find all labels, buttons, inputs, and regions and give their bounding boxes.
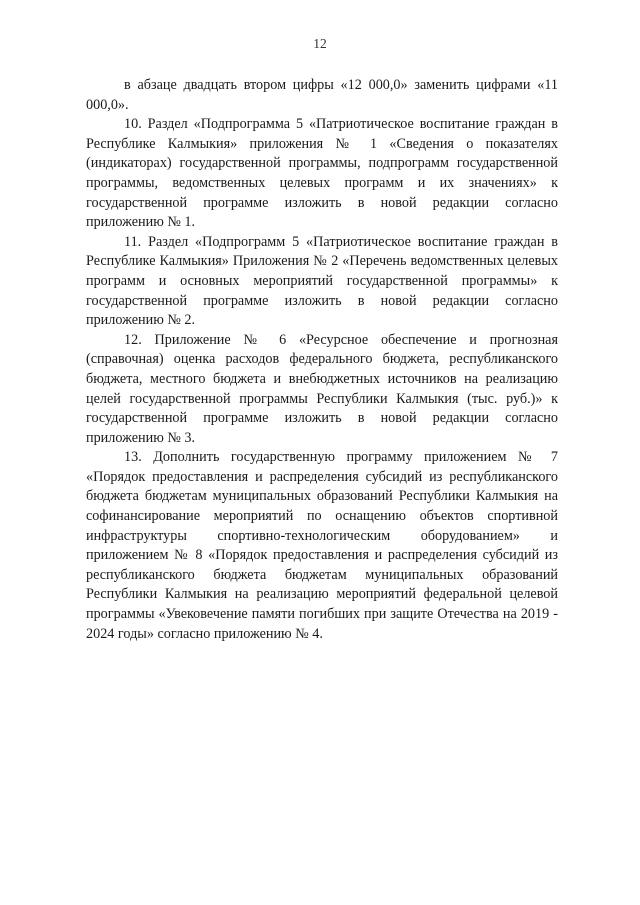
paragraph-item-13: 13. Дополнить государственную программу приложением № 7 «Порядок предоставления и распределения субсидий из республиканского бюджета бюджетам муниципальных образований Республики Калмыкия на софинансирование мероприятий по оснащению объектов спортивной инфраструктуры спортивно-технологическим оборудованием» и приложением № 8 «Порядок предоставления и распределения субсидий из республиканского бюджета бюджетам муниципальных образований Республики Калмыкия на реализацию мероприятий федеральной целевой программы «Увековечение памяти погибших при защите Отечества на 2019 - 2024 годы» согласно приложению № 4. <box>86 449 558 642</box>
paragraph-amendment-figures: в абзаце двадцать втором цифры «12 000,0» заменить цифрами «11 000,0». <box>86 77 558 113</box>
page-number: 12 <box>313 36 327 51</box>
paragraph-item-10: 10. Раздел «Подпрограмма 5 «Патриотическое воспитание граждан в Республике Калмыкия» приложения № 1 «Сведения о показателях (индикаторах) государственной программы, подпрограмм государственной программы, ведомственных целевых программ и их значениях» к государственной программе изложить в новой редакции согласно приложению № 1. <box>86 116 558 231</box>
paragraph-item-12: 12. Приложение № 6 «Ресурсное обеспечение и прогнозная (справочная) оценка расходов федерального бюджета, республиканского бюджета, местного бюджета и внебюджетных источников на реализацию целей государственной программы Республики Калмыкия (тыс. руб.)» к государственной программе изложить в новой редакции согласно приложению № 3. <box>86 331 558 446</box>
paragraph-item-11: 11. Раздел «Подпрограмм 5 «Патриотическое воспитание граждан в Республике Калмыкия» Приложения № 2 «Перечень ведомственных целевых программ и основных мероприятий государственной программы» к государственной программе изложить в новой редакции согласно приложению № 2. <box>86 233 558 329</box>
document-body <box>86 76 558 644</box>
